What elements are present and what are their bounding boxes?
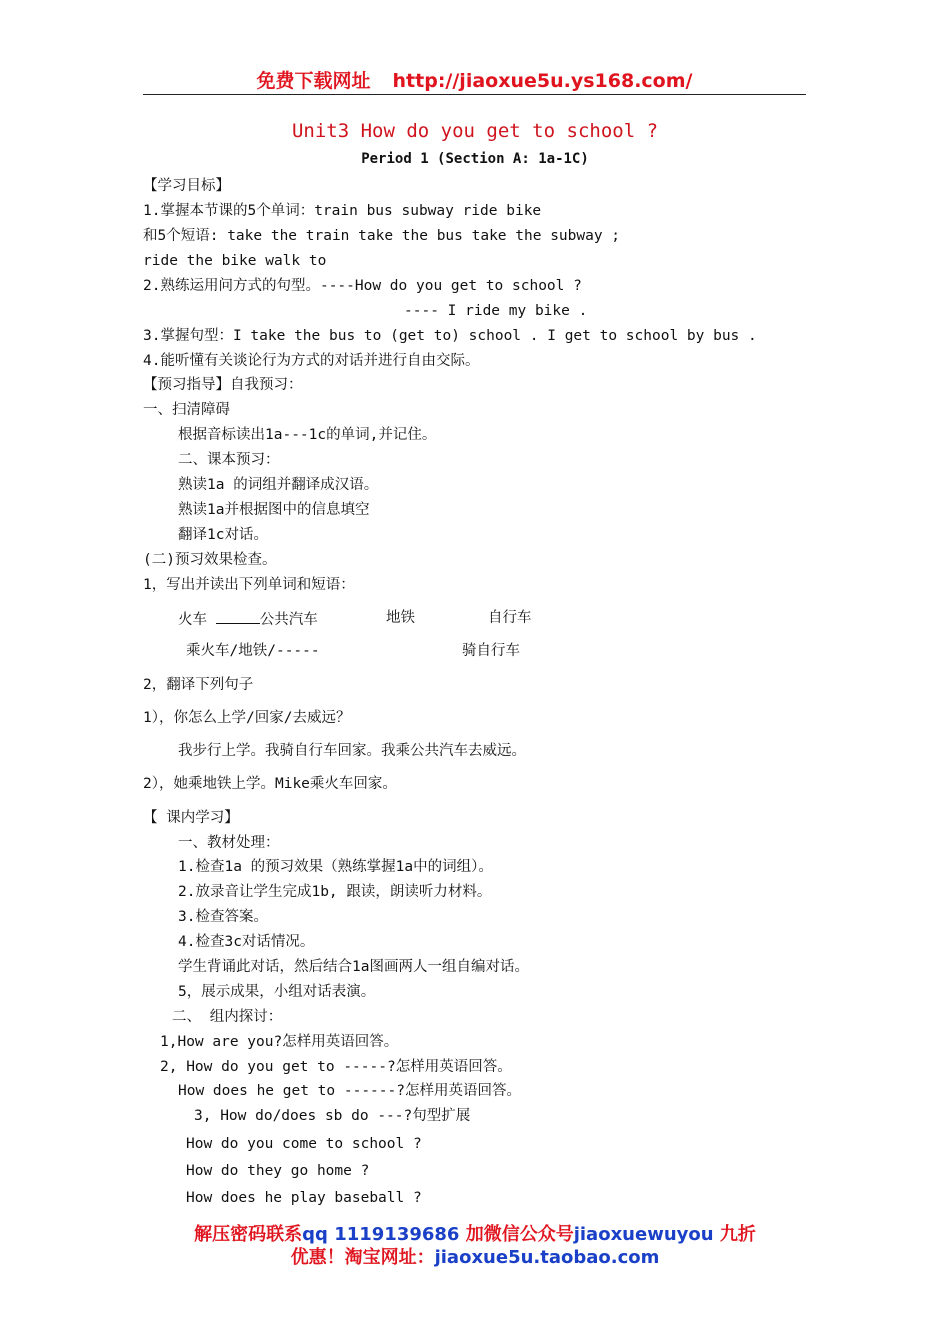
blank-line[interactable] [216, 609, 260, 624]
text-line: 3.掌握句型：I take the bus to (get to) school . I get to school by bus . [143, 328, 757, 344]
footer-text: 解压密码联系 [194, 1224, 303, 1245]
text-line: 3, How do/does sb do ---?句型扩展 [194, 1108, 471, 1124]
document-title: Unit3 How do you get to school ? [291, 120, 659, 142]
text-line: 一、教材处理： [178, 835, 280, 851]
text-line: 熟读1a并根据图中的信息填空 [178, 502, 370, 518]
text-line: (二)预习效果检查。 [143, 552, 277, 568]
vocab-word: 地铁 [386, 610, 415, 626]
footer-wechat: jiaoxuewuyou [573, 1224, 714, 1245]
text-line: 我步行上学。我骑自行车回家。我乘公共汽车去威远。 [178, 743, 526, 759]
text-line: 2），她乘地铁上学。Mike乘火车回家。 [143, 776, 397, 792]
vocab-word: 自行车 [488, 610, 532, 626]
footer-text: 加微信公众号 [465, 1224, 574, 1245]
text-line: How do they go home ? [186, 1163, 370, 1179]
text-line: ---- I ride my bike . [404, 303, 588, 319]
section-heading-goals: 【学习目标】 [143, 178, 230, 194]
text-line: 二、课本预习： [178, 452, 280, 468]
text-line: 2，翻译下列句子 [143, 677, 254, 693]
section-heading-class: 【 课内学习】 [143, 810, 239, 826]
footer-text: 九折 [719, 1224, 756, 1245]
page-header [143, 66, 806, 95]
text-line: ride the bike walk to [143, 253, 327, 269]
text-line: 1），你怎么上学/回家/去威远？ [143, 710, 351, 726]
text-line: 翻译1c对话。 [178, 527, 268, 543]
section-heading-preview: 【预习指导】自我预习： [143, 377, 303, 393]
text-line: 4.检查3c对话情况。 [178, 934, 315, 950]
text-line: 熟读1a 的词组并翻译成汉语。 [178, 477, 379, 493]
document-subtitle: Period 1 (Section A: 1a-1C) [361, 151, 589, 167]
text-line: 1,How are you?怎样用英语回答。 [160, 1034, 399, 1050]
vocab-phrase: 乘火车/地铁/----- [186, 643, 320, 659]
vocab-word: 火车 [178, 612, 207, 628]
text-line: How does he get to ------?怎样用英语回答。 [178, 1083, 521, 1099]
header-url-link[interactable]: http://jiaoxue5u.ys168.com/ [392, 70, 693, 92]
text-line: 根据音标读出1a---1c的单词,并记住。 [178, 427, 437, 443]
footer-text: 优惠！淘宝网址： [290, 1247, 435, 1268]
text-line: 学生背诵此对话，然后结合1a图画两人一组自编对话。 [178, 959, 529, 975]
text-line: 3.检查答案。 [178, 909, 268, 925]
text-line: 2.放录音让学生完成1b, 跟读，朗读听力材料。 [178, 884, 492, 900]
vocab-word: 公共汽车 [259, 612, 318, 628]
text-line: 2.熟练运用问方式的句型。----How do you get to school ? [143, 278, 582, 294]
text-line: How does he play baseball ? [186, 1190, 422, 1206]
vocab-phrase: 骑自行车 [462, 643, 520, 659]
text-line: How do you come to school ? [186, 1136, 422, 1152]
text-line: 4.能听懂有关谈论行为方式的对话并进行自由交际。 [143, 353, 480, 369]
text-line: 一、扫清障碍 [143, 402, 230, 418]
text-line: 和5个短语: take the train take the bus take the subway ; [143, 228, 621, 244]
footer-taobao-link[interactable]: jiaoxue5u.taobao.com [434, 1247, 660, 1268]
footer-line-2 [0, 1243, 950, 1269]
text-line: 5，展示成果，小组对话表演。 [178, 984, 376, 1000]
footer-qq: qq 1119139686 [302, 1224, 460, 1245]
vocab-item [178, 609, 318, 629]
text-line: 1，写出并读出下列单词和短语： [143, 577, 355, 593]
text-line: 1.检查1a 的预习效果（熟练掌握1a中的词组）。 [178, 859, 493, 875]
text-line: 2, How do you get to -----?怎样用英语回答。 [160, 1059, 512, 1075]
text-line: 二、 组内探讨： [172, 1009, 283, 1025]
header-label: 免费下载网址 [256, 70, 371, 92]
text-line: 1.掌握本节课的5个单词：train bus subway ride bike [143, 203, 542, 219]
